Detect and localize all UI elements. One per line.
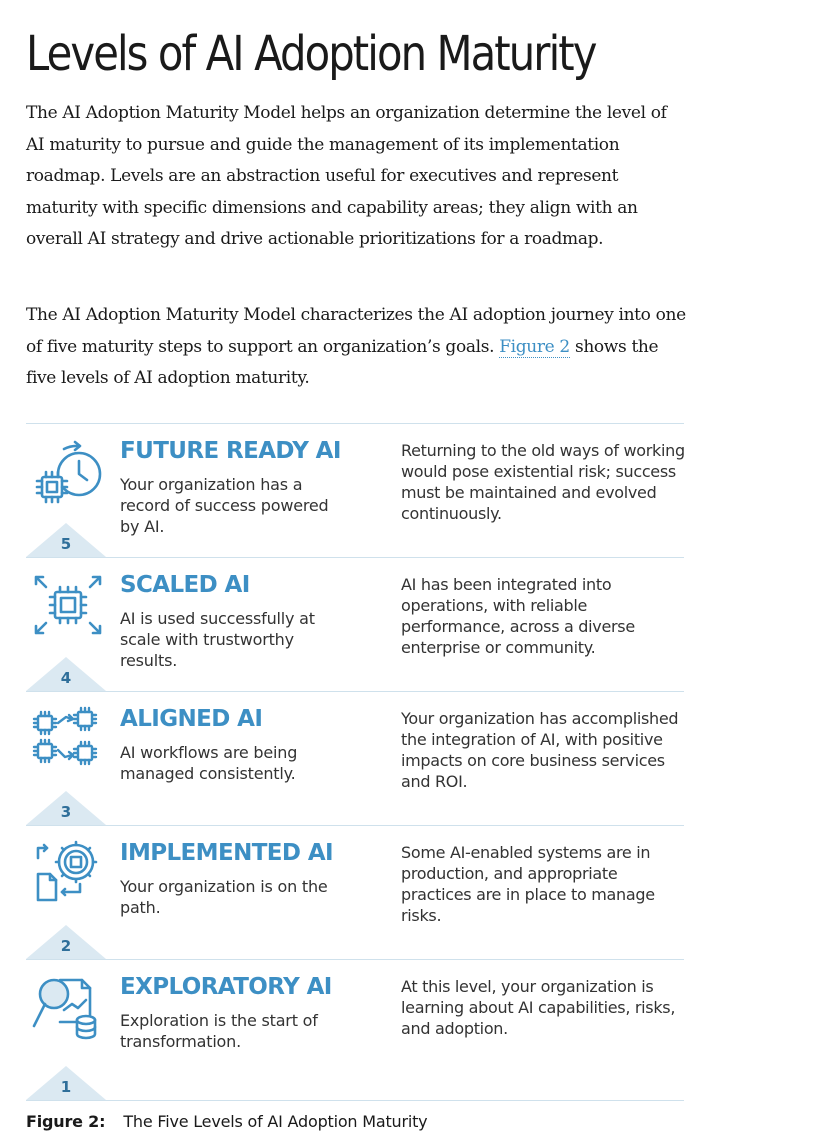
level-title: SCALED AI: [120, 572, 250, 598]
level-number: 4: [60, 669, 72, 687]
maturity-levels-figure: [26, 423, 684, 1101]
level-number: 2: [60, 937, 72, 955]
intro-paragraph-2: [26, 300, 686, 395]
expand-chip-icon: [30, 572, 106, 642]
level-subtitle: Your organization has a record of success powered by AI.: [120, 475, 329, 536]
figure-caption-text: The Five Levels of AI Adoption Maturity: [123, 1112, 428, 1131]
intro-paragraph-1: The AI Adoption Maturity Model helps an organization determine the level of AI maturity to pursue and guide the management of its implementation roadmap. Levels are an abstraction useful for executives and represent maturity with specific dimensions and capability areas; they align with an overall AI strategy and drive actionable prioritizations for a roadmap.: [26, 103, 667, 249]
intro-paragraph-2-end: shows the five levels of AI adoption maturity.: [26, 336, 659, 388]
level-title: ALIGNED AI: [120, 706, 263, 732]
level-row-1: [26, 959, 684, 1101]
level-number: 1: [60, 1078, 72, 1096]
connected-chips-icon: [30, 706, 106, 776]
figure-caption: [26, 1112, 427, 1131]
level-row-2: [26, 825, 684, 959]
level-number: 3: [60, 803, 72, 821]
level-description: Returning to the old ways of working would pose existential risk; success must be maintained and evolved continuously.: [401, 441, 685, 523]
level-row-4: [26, 557, 684, 691]
level-description: AI has been integrated into operations, with reliable performance, across a diverse enterprise or community.: [401, 575, 635, 657]
level-description: At this level, your organization is learning about AI capabilities, risks, and adoption.: [401, 977, 676, 1038]
page-title: Levels of AI Adoption Maturity: [26, 26, 596, 82]
figure-2-link[interactable]: Figure 2: [499, 336, 570, 357]
magnifier-data-icon: [30, 974, 106, 1044]
level-subtitle: AI is used successfully at scale with trustworthy results.: [120, 609, 315, 670]
level-subtitle: Your organization is on the path.: [120, 877, 328, 917]
level-description: Some AI-enabled systems are in production, and appropriate practices are in place to manage risks.: [401, 843, 655, 925]
level-subtitle: Exploration is the start of transformation.: [120, 1011, 318, 1051]
clock-chip-icon: [30, 438, 106, 508]
figure-caption-label: Figure 2:: [26, 1112, 106, 1131]
level-title: EXPLORATORY AI: [120, 974, 332, 1000]
level-description: Your organization has accomplished the integration of AI, with positive impacts on core business services and ROI.: [401, 709, 679, 791]
document-gear-icon: [30, 840, 106, 910]
level-title: IMPLEMENTED AI: [120, 840, 333, 866]
level-subtitle: AI workflows are being managed consistently.: [120, 743, 298, 783]
intro-paragraph-2-start: The AI Adoption Maturity Model characterizes the AI adoption journey into one of five maturity steps to support an organization’s goals.: [26, 305, 686, 357]
level-row-5: [26, 423, 684, 557]
level-number: 5: [60, 535, 72, 553]
level-row-3: [26, 691, 684, 825]
level-title: FUTURE READY AI: [120, 438, 341, 464]
